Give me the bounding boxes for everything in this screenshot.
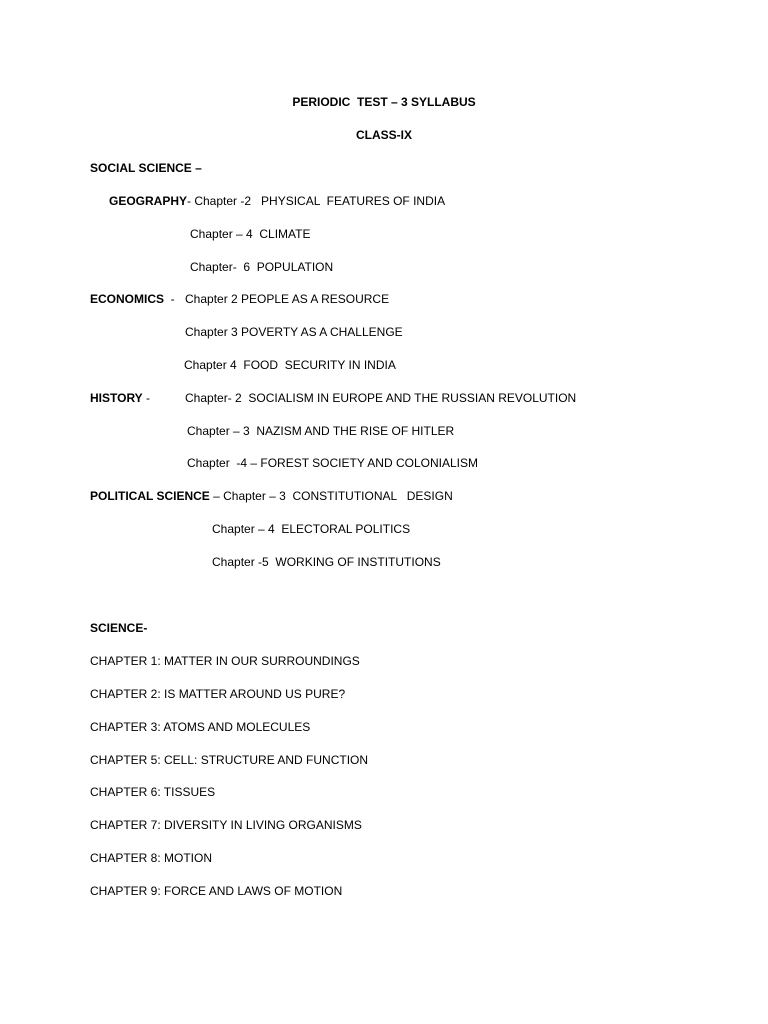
science-chapter: CHAPTER 8: MOTION [90, 851, 213, 865]
science-chapter: CHAPTER 9: FORCE AND LAWS OF MOTION [90, 884, 343, 898]
history-separator: - [142, 391, 151, 405]
economics-row-1 [90, 292, 175, 306]
science-chapter: CHAPTER 6: TISSUES [90, 785, 216, 799]
class-heading: CLASS-IX [355, 128, 412, 142]
economics-chapter-4: Chapter 4 FOOD SECURITY IN INDIA [184, 358, 396, 372]
document-title: PERIODIC TEST – 3 SYLLABUS [292, 95, 476, 109]
science-chapter: CHAPTER 7: DIVERSITY IN LIVING ORGANISMS [90, 818, 362, 832]
science-heading: SCIENCE- [90, 621, 148, 635]
geography-row-1 [109, 194, 445, 208]
economics-chapter-2: Chapter 2 PEOPLE AS A RESOURCE [185, 292, 390, 306]
economics-label: ECONOMICS [90, 292, 165, 306]
science-chapter: CHAPTER 3: ATOMS AND MOLECULES [90, 720, 311, 734]
history-row-1 [90, 391, 150, 405]
science-chapter: CHAPTER 1: MATTER IN OUR SURROUNDINGS [90, 654, 360, 668]
history-chapter-3: Chapter – 3 NAZISM AND THE RISE OF HITLER [187, 424, 455, 438]
political-science-chapter-3: – Chapter – 3 CONSTITUTIONAL DESIGN [209, 489, 453, 503]
science-chapter: CHAPTER 2: IS MATTER AROUND US PURE? [90, 687, 346, 701]
science-chapter: CHAPTER 5: CELL: STRUCTURE AND FUNCTION [90, 753, 369, 767]
geography-label: GEOGRAPHY [109, 194, 188, 208]
social-science-heading: SOCIAL SCIENCE – [90, 161, 202, 175]
political-science-chapter-4: Chapter – 4 ELECTORAL POLITICS [212, 522, 411, 536]
political-science-label: POLITICAL SCIENCE [90, 489, 210, 503]
geography-chapter-4: Chapter – 4 CLIMATE [190, 227, 311, 241]
economics-separator: - [164, 292, 175, 306]
geography-chapter-2: - Chapter -2 PHYSICAL FEATURES OF INDIA [187, 194, 446, 208]
history-label: HISTORY [90, 391, 143, 405]
history-chapter-4: Chapter -4 – FOREST SOCIETY AND COLONIALISM [187, 456, 478, 470]
geography-chapter-6: Chapter- 6 POPULATION [190, 260, 334, 274]
political-science-row-1 [90, 489, 453, 503]
economics-chapter-3: Chapter 3 POVERTY AS A CHALLENGE [185, 325, 403, 339]
history-chapter-2: Chapter- 2 SOCIALISM IN EUROPE AND THE RUSSIAN REVOLUTION [185, 391, 577, 405]
political-science-chapter-5: Chapter -5 WORKING OF INSTITUTIONS [212, 555, 441, 569]
